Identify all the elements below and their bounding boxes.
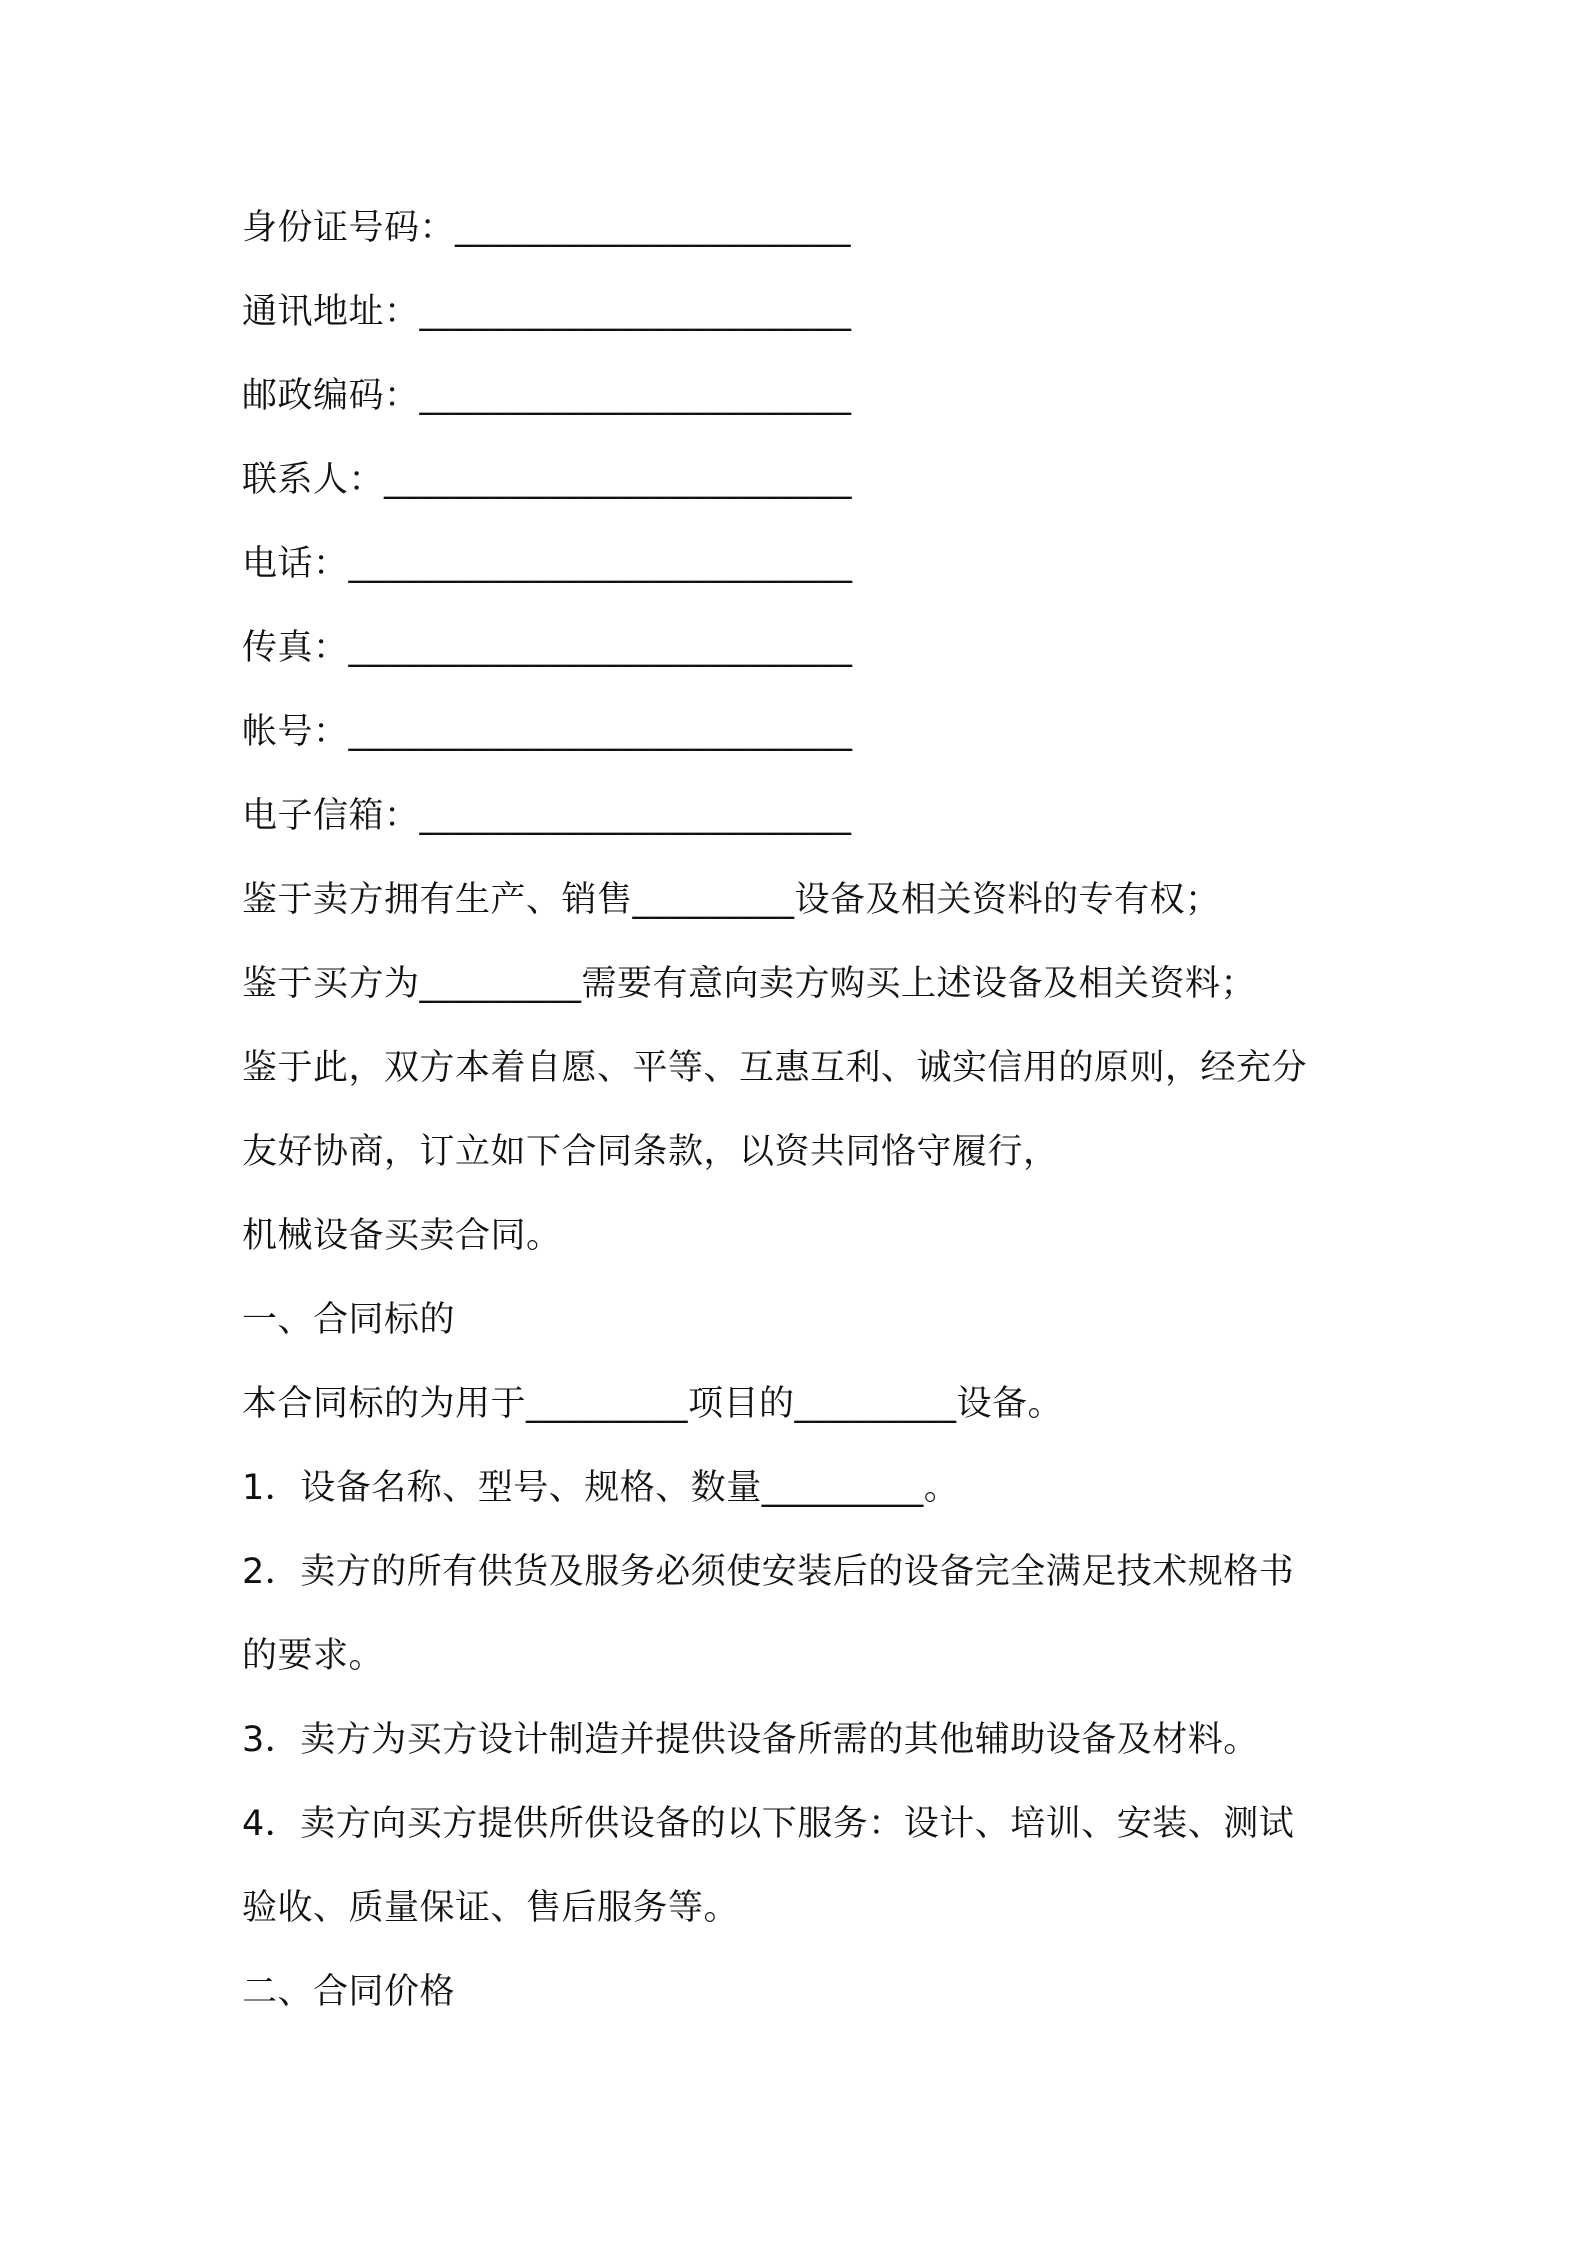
clause-1-2: 2．卖方的所有供货及服务必须使安装后的设备完全满足技术规格书: [242, 1552, 1295, 1592]
id-number-line: 身份证号码：______________________: [242, 208, 852, 248]
clause-1-4-cont: 验收、质量保证、售后服务等。: [242, 1888, 740, 1928]
contract-title-line: 机械设备买卖合同。: [242, 1216, 562, 1256]
recital-seller: 鉴于卖方拥有生产、销售_________设备及相关资料的专有权；: [242, 880, 1221, 920]
recital-principle: 鉴于此，双方本着自愿、平等、互惠互利、诚实信用的原则，经充分: [242, 1048, 1308, 1088]
recital-buyer: 鉴于买方为_________需要有意向卖方购买上述设备及相关资料；: [242, 964, 1257, 1004]
clause-1-2-cont: 的要求。: [242, 1636, 385, 1676]
section-1-intro: 本合同标的为用于_________项目的_________设备。: [242, 1384, 1064, 1424]
phone-line: 电话：____________________________: [242, 544, 853, 584]
address-line: 通讯地址：________________________: [242, 292, 852, 332]
account-line: 帐号：____________________________: [242, 712, 853, 752]
recital-principle-cont: 友好协商，订立如下合同条款，以资共同恪守履行，: [242, 1132, 1059, 1172]
clause-1-1: 1．设备名称、型号、规格、数量_________。: [242, 1468, 960, 1508]
fax-line: 传真：____________________________: [242, 628, 853, 668]
section-2-heading: 二、合同价格: [242, 1972, 456, 2012]
clause-1-3: 3．卖方为买方设计制造并提供设备所需的其他辅助设备及材料。: [242, 1720, 1259, 1760]
postcode-line: 邮政编码：________________________: [242, 376, 852, 416]
email-line: 电子信箱：________________________: [242, 796, 852, 836]
clause-1-4: 4．卖方向买方提供所供设备的以下服务：设计、培训、安装、测试: [242, 1804, 1295, 1844]
section-1-heading: 一、合同标的: [242, 1300, 456, 1340]
contact-person-line: 联系人：__________________________: [242, 460, 853, 500]
